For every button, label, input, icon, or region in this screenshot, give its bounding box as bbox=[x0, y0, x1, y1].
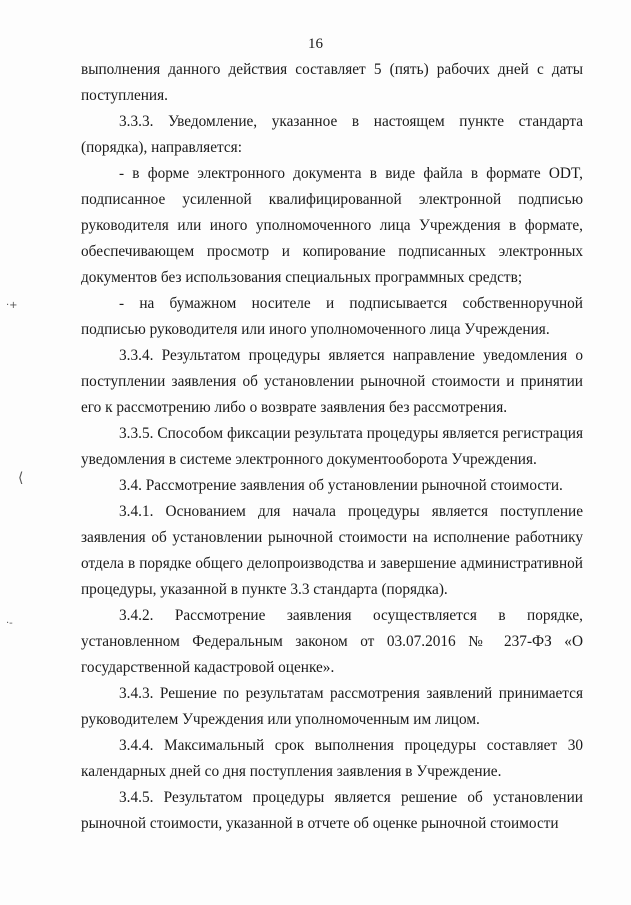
paragraph: 3.4.3. Решение по результатам рассмотрения заявлений принимается руководителем Учреждения или уполномоченным им лицом. bbox=[81, 685, 583, 728]
document-body bbox=[81, 57, 583, 837]
paragraph: 3.4.4. Максимальный срок выполнения процедуры составляет 30 календарных дней со дня поступления заявления в Учреждение. bbox=[81, 737, 583, 780]
paragraph: 3.4.2. Рассмотрение заявления осуществляется в порядке, установленном Федеральным законом от 03.07.2016 № 237-ФЗ «О государственной кадастровой оценке». bbox=[81, 607, 583, 676]
paragraph: 3.3.4. Результатом процедуры является направление уведомления о поступлении заявления об установлении рыночной стоимости и принятии его к рассмотрению либо о возврате заявления без рассмотрения. bbox=[81, 347, 583, 416]
paragraph: 3.3.3. Уведомление, указанное в настоящем пункте стандарта (порядка), направляется: bbox=[81, 113, 583, 156]
section-heading: 3.4. Рассмотрение заявления об установлении рыночной стоимости. bbox=[119, 477, 563, 494]
paragraph: 3.4.5. Результатом процедуры является решение об установлении рыночной стоимости, указанной в отчете об оценке рыночной стоимости bbox=[81, 789, 583, 832]
paragraph: выполнения данного действия составляет 5 (пять) рабочих дней с даты поступления. bbox=[81, 61, 583, 104]
page-number: 16 bbox=[308, 36, 323, 52]
paragraph: - на бумажном носителе и подписывается собственноручной подписью руководителя или иного уполномоченного лица Учреждения. bbox=[81, 295, 583, 338]
paragraph: - в форме электронного документа в виде файла в формате ODT, подписанное усиленной квалифицированной электронной подписью руководителя или иного уполномоченного лица Учреждения в формате, обеспечивающем просмотр и копирование подписанных электронных документов без использования специальных программных средств; bbox=[81, 165, 583, 286]
scan-mark: ⟨ bbox=[18, 470, 24, 486]
paragraph: 3.3.5. Способом фиксации результата процедуры является регистрация уведомления в системе электронного документооборота Учреждения. bbox=[81, 425, 583, 468]
scan-mark: ·- bbox=[6, 618, 13, 629]
scan-mark: ·+ bbox=[6, 300, 18, 311]
paragraph: 3.4.1. Основанием для начала процедуры является поступление заявления об установлении рыночной стоимости на исполнение работнику отдела в порядке общего делопроизводства и завершение административной процедуры, указанной в пункте 3.3 стандарта (порядка). bbox=[81, 503, 583, 598]
